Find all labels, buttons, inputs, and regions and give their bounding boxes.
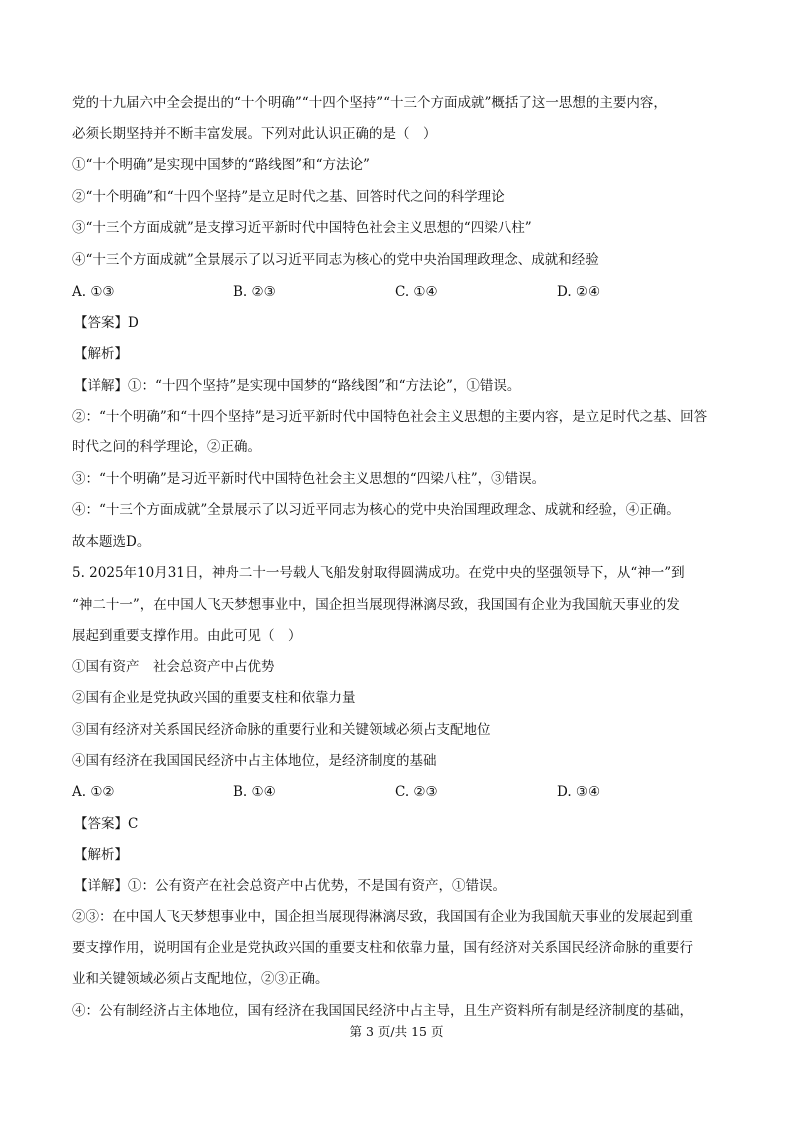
q4-detail-line-2: ②：“十个明确”和“十四个坚持”是习近平新时代中国特色社会主义思想的主要内容，是立足时代之基、回答 xyxy=(72,409,708,425)
q4-option-d: D. ②④ xyxy=(557,284,601,300)
q4-option-a: A. ①③ xyxy=(72,284,115,300)
q5-item-3: ③国有经济对关系国民经济命脉的重要行业和关键领域必须占支配地位 xyxy=(72,722,491,738)
q5-detail-line-5: ④：公有制经济占主体地位，国有经济在我国国民经济中占主导，且生产资料所有制是经济制度的基础， xyxy=(72,1003,693,1019)
q5-detail-line-1: 【详解】①：公有资产在社会总资产中占优势，不是国有资产，①错误。 xyxy=(74,878,506,894)
q5-option-d: D. ③④ xyxy=(557,784,601,800)
q4-item-3: ③“十三个方面成就”是支撑习近平新时代中国特色社会主义思想的“四梁八柱” xyxy=(72,220,532,236)
q5-option-b: B. ①④ xyxy=(233,784,276,800)
q4-stem-line-1: 党的十九届六中全会提出的“十个明确”“十四个坚持”“十三个方面成就”概括了这一思想的主要内容， xyxy=(72,95,667,111)
q4-item-1: ①“十个明确”是实现中国梦的“路线图”和“方法论” xyxy=(72,157,370,173)
q5-stem-line-1: 5. 2025年10月31日，神舟二十一号载人飞船发射取得圆满成功。在党中央的坚强领导下，从“神一”到 xyxy=(72,565,685,581)
q4-conclusion: 故本题选D。 xyxy=(72,534,151,550)
q5-detail-line-3: 要支撑作用，说明国有企业是党执政兴国的重要支柱和依靠力量，国有经济对关系国民经济命脉的重要行 xyxy=(72,940,693,956)
q4-detail-line-5: ④：“十三个方面成就”全景展示了以习近平同志为核心的党中央治国理政理念、成就和经验，④正确。 xyxy=(72,502,680,518)
q4-detail-line-1: 【详解】①：“十四个坚持”是实现中国梦的“路线图”和“方法论”，①错误。 xyxy=(74,378,521,394)
q4-option-c: C. ①④ xyxy=(395,284,438,300)
q4-analysis-label: 【解析】 xyxy=(74,346,128,362)
q4-stem-line-2: 必须长期坚持并不断丰富发展。下列对此认识正确的是（ ） xyxy=(72,126,437,142)
q5-item-4: ④国有经济在我国国民经济中占主体地位，是经济制度的基础 xyxy=(72,753,437,769)
q5-item-2: ②国有企业是党执政兴国的重要支柱和依靠力量 xyxy=(72,690,356,706)
q4-item-4: ④“十三个方面成就”全景展示了以习近平同志为核心的党中央治国理政理念、成就和经验 xyxy=(72,252,599,268)
q5-answer: 【答案】C xyxy=(74,816,139,832)
q5-analysis-label: 【解析】 xyxy=(74,847,128,863)
q5-item-1: ①国有资产 社会总资产中占优势 xyxy=(72,659,275,675)
q4-detail-line-4: ③：“十个明确”是习近平新时代中国特色社会主义思想的“四梁八柱”，③错误。 xyxy=(72,471,546,487)
q5-option-c: C. ②③ xyxy=(395,784,438,800)
q4-option-b: B. ②③ xyxy=(233,284,276,300)
q4-detail-line-3: 时代之问的科学理论，②正确。 xyxy=(72,439,261,455)
q5-stem-line-3: 展起到重要支撑作用。由此可见（ ） xyxy=(72,628,302,644)
q5-detail-line-4: 业和关键领域必须占支配地位，②③正确。 xyxy=(72,971,329,987)
q4-answer: 【答案】D xyxy=(74,315,139,331)
q5-stem-line-2: “神二十一”，在中国人飞天梦想事业中，国企担当展现得淋漓尽致，我国国有企业为我国航天事业的发 xyxy=(72,597,680,613)
q5-detail-line-2: ②③：在中国人飞天梦想事业中，国企担当展现得淋漓尽致，我国国有企业为我国航天事业的发展起到重 xyxy=(72,909,693,925)
q5-option-a: A. ①② xyxy=(72,784,115,800)
page-footer: 第 3 页/共 15 页 xyxy=(349,1024,444,1039)
q4-item-2: ②“十个明确”和“十四个坚持”是立足时代之基、回答时代之问的科学理论 xyxy=(72,189,505,205)
